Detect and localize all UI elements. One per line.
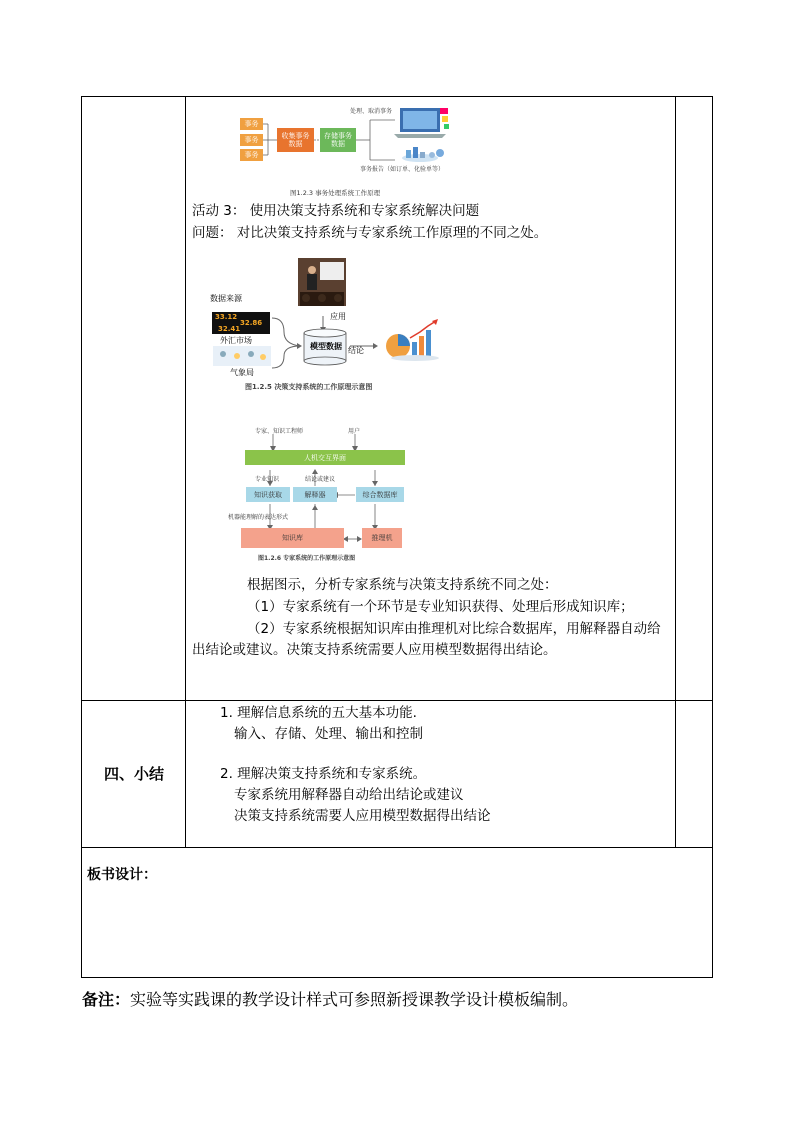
forex-label: 外汇市场 <box>220 336 252 345</box>
fig126-caption: 图1.2.6 专家系统的工作原理示意图 <box>258 555 356 562</box>
fig125-caption: 图1.2.5 决策支持系统的工作原理示意图 <box>245 383 373 391</box>
event-box: 事务 <box>240 149 263 161</box>
data-source-label: 数据来源 <box>210 294 242 303</box>
inference-engine-box: 推理机 <box>362 528 402 548</box>
knowledge-base-box: 知识库 <box>241 528 344 548</box>
hmi-box: 人机交互界面 <box>245 450 405 465</box>
interpreter-box: 解释器 <box>293 487 337 502</box>
activity3-title: 活动 3： 使用决策支持系统和专家系统解决问题 <box>192 203 480 219</box>
advice-label: 结论或建议 <box>305 476 336 483</box>
process-label: 处理、取消事务 <box>350 108 393 115</box>
presentation-photo <box>298 258 346 306</box>
analysis-point-2b: 出结论或建议。决策支持系统需要人应用模型数据得出结论。 <box>192 642 557 658</box>
summary-item-2-b: 决策支持系统需要人应用模型数据得出结论 <box>234 808 491 824</box>
note-label: 备注： <box>82 990 131 1009</box>
summary-item-2: 2. 理解决策支持系统和专家系统。 <box>220 766 427 782</box>
knowledge-acquire-box: 知识获取 <box>246 487 290 502</box>
event-box: 事务 <box>240 134 263 146</box>
stock-ticker-image: 33.12 32.86 32.41 <box>212 312 270 334</box>
report-label: 事务报告（如订单、化验单等） <box>360 166 445 173</box>
note-text: 实验等实践课的教学设计样式可参照新授课教学设计模板编制。 <box>130 990 579 1009</box>
user-label: 用户 <box>348 428 361 435</box>
database-box: 综合数据库 <box>356 487 404 502</box>
summary-label: 四、小结 <box>104 765 165 783</box>
store-box: 存储事务数据 <box>320 128 356 152</box>
expert-label: 专家、知识工程师 <box>255 428 304 435</box>
machine-form-label: 机器能理解的表达形式 <box>228 514 289 521</box>
fig123-caption: 图1.2.3 事务处理系统工作原理 <box>290 189 381 197</box>
domain-knowledge-label: 专业知识 <box>255 476 280 483</box>
summary-item-1-detail: 输入、存储、处理、输出和控制 <box>234 726 423 742</box>
collect-box: 收集事务数据 <box>277 128 314 152</box>
weather-label: 气象局 <box>230 368 254 377</box>
analysis-point-1: （1）专家系统有一个环节是专业知识获得、处理后形成知识库； <box>247 599 634 615</box>
conclusion-label: 结论 <box>348 346 364 355</box>
event-box: 事务 <box>240 118 263 130</box>
board-design-label: 板书设计： <box>87 867 157 883</box>
analysis-point-2a: （2）专家系统根据知识库由推理机对比综合数据库，用解释器自动给 <box>247 621 661 637</box>
activity3-question: 问题： 对比决策支持系统与专家系统工作原理的不同之处。 <box>192 225 548 241</box>
note <box>82 990 578 1010</box>
apply-label: 应用 <box>330 312 346 321</box>
result-charts-image <box>380 318 442 364</box>
weather-map-image <box>213 346 271 366</box>
analysis-intro: 根据图示，分析专家系统与决策支持系统不同之处： <box>247 577 558 593</box>
summary-item-1: 1. 理解信息系统的五大基本功能. <box>220 705 417 721</box>
summary-item-2-a: 专家系统用解释器自动给出结论或建议 <box>234 787 464 803</box>
model-data-label: 模型数据 <box>310 342 342 351</box>
